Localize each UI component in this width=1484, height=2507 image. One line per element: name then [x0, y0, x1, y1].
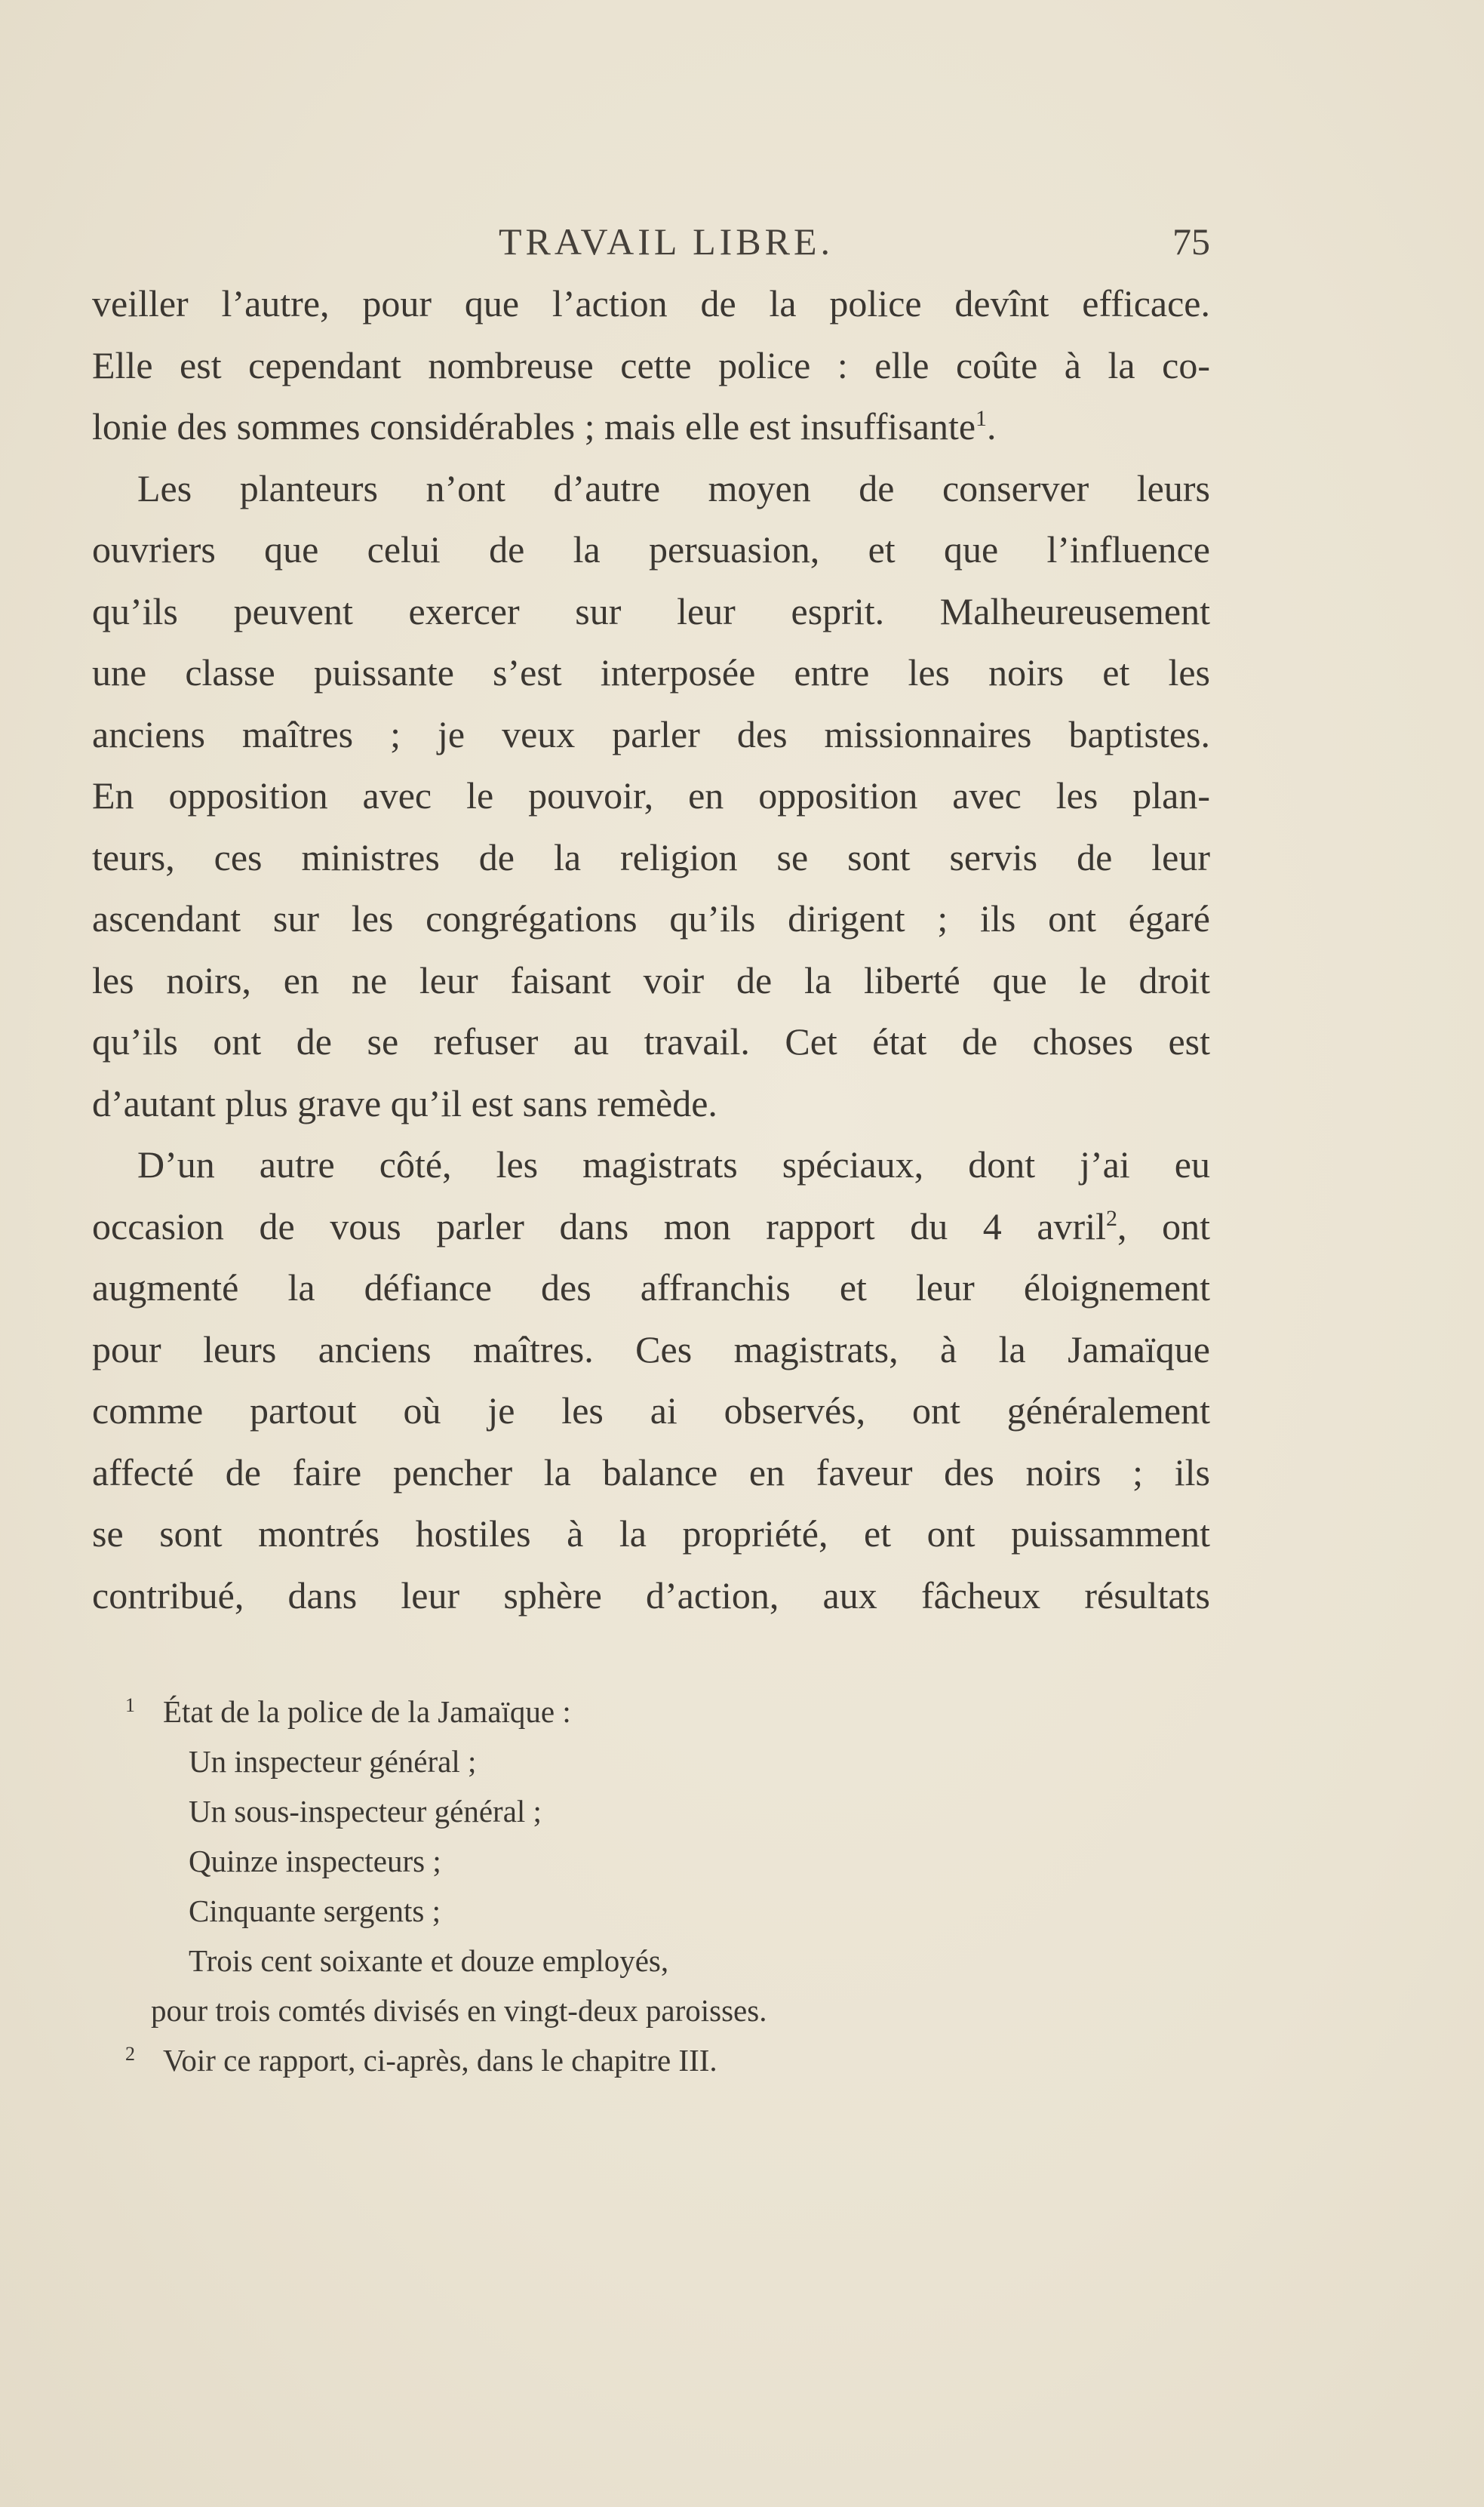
footnote-list-item: Trois cent soixante et douze employés,: [189, 1943, 669, 1978]
footnote-2: 2 Voir ce rapport, ci-après, dans le chapitre III.: [125, 2043, 717, 2078]
text-line: comme partout où je les ai observés, ont généralement: [92, 1389, 1210, 1432]
text-line: d’autant plus grave qu’il est sans remède.: [92, 1081, 717, 1124]
text-line: affecté de faire pencher la balance en faveur des noirs ; ils: [92, 1450, 1210, 1493]
text-line: D’un autre côté, les magistrats spéciaux, dont j’ai eu: [137, 1143, 1210, 1186]
text-line: veiller l’autre, pour que l’action de la police devînt efficace.: [92, 282, 1210, 325]
text-line: En opposition avec le pouvoir, en opposition avec les plan-: [92, 774, 1210, 817]
footnote-list-item: Un sous-inspecteur général ;: [189, 1794, 542, 1829]
text-line: Elle est cependant nombreuse cette police : elle coûte à la co-: [92, 343, 1210, 386]
footnote-ref-1: 1: [976, 406, 988, 431]
footnote-closing: pour trois comtés divisés en vingt-deux paroisses.: [151, 1993, 767, 2028]
text-line: une classe puissante s’est interposée entre les noirs et les: [92, 651, 1210, 694]
text-line: ascendant sur les congrégations qu’ils dirigent ; ils ont égaré: [92, 897, 1210, 940]
text-line: augmenté la défiance des affranchis et leur éloignement: [92, 1266, 1210, 1309]
text-line: se sont montrés hostiles à la propriété, et ont puissamment: [92, 1512, 1210, 1555]
text-line: qu’ils peuvent exercer sur leur esprit. Malheureusement: [92, 589, 1210, 632]
text-line: Les planteurs n’ont d’autre moyen de conserver leurs: [137, 466, 1210, 509]
page-number: 75: [1172, 220, 1210, 263]
footnote-list-item: Quinze inspecteurs ;: [189, 1844, 441, 1878]
text-line: ouvriers que celui de la persuasion, et que l’influence: [92, 528, 1210, 571]
text-line: les noirs, en ne leur faisant voir de la liberté que le droit: [92, 958, 1210, 1001]
text-line: pour leurs anciens maîtres. Ces magistrats, à la Jamaïque: [92, 1327, 1210, 1370]
footnote-list-item: Cinquante sergents ;: [189, 1893, 441, 1928]
footnotes: [92, 1687, 1210, 2085]
text-line: teurs, ces ministres de la religion se sont servis de leur: [92, 835, 1210, 878]
footnote-intro: État de la police de la Jamaïque :: [163, 1694, 571, 1729]
running-title: TRAVAIL LIBRE.: [498, 220, 834, 263]
footnote-text: Voir ce rapport, ci-après, dans le chapitre III.: [163, 2043, 717, 2078]
footnote-1: 1 État de la police de la Jamaïque :: [125, 1694, 571, 1729]
text-line: lonie des sommes considérables ; mais elle est insuffisante$^1$.: [92, 405, 997, 448]
text-line: contribué, dans leur sphère d’action, aux fâcheux résultats: [92, 1573, 1210, 1616]
footnote-ref-2: 2: [1106, 1205, 1117, 1231]
main-text: [92, 273, 1210, 1626]
text-line: qu’ils ont de se refuser au travail. Cet état de choses est: [92, 1020, 1210, 1063]
text-line: occasion de vous parler dans mon rapport du 4 avril$^2$, ont: [92, 1204, 1210, 1247]
text-line: anciens maîtres ; je veux parler des missionnaires baptistes.: [92, 712, 1210, 755]
page-header: [92, 215, 1210, 268]
footnote-list-item: Un inspecteur général ;: [189, 1744, 477, 1779]
